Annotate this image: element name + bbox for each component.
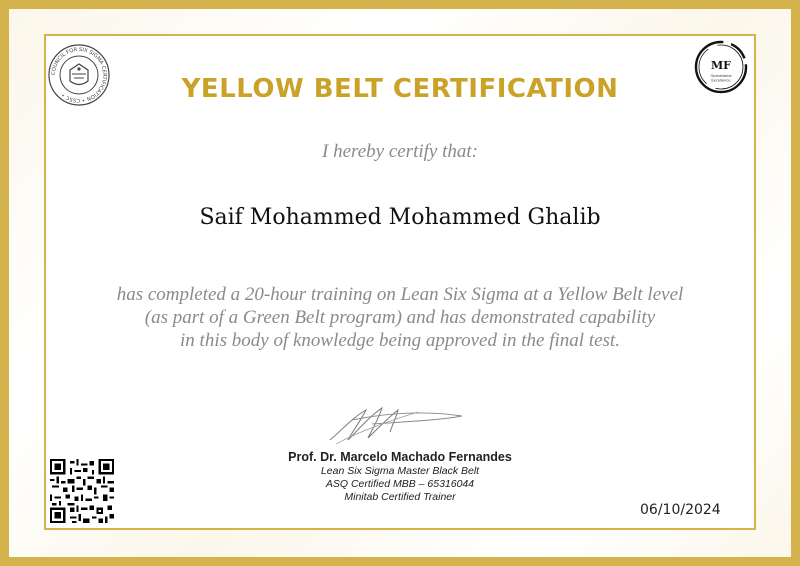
body-line-3: in this body of knowledge being approved in the final test. — [180, 330, 620, 351]
signature-icon — [322, 400, 472, 448]
certificate-title: YELLOW BELT CERTIFICATION — [181, 74, 619, 104]
signatory-name: Prof. Dr. Marcelo Machado Fernandes — [288, 450, 512, 464]
signatory-block — [0, 449, 800, 504]
mf-initials: MF — [711, 59, 731, 72]
qr-code-icon[interactable] — [50, 459, 114, 523]
signatory-credential-1: Lean Six Sigma Master Black Belt — [320, 465, 480, 477]
body-line-1: has completed a 20-hour training on Lean Six Sigma at a Yellow Belt level — [116, 284, 684, 305]
mf-tagline-1: Operational — [710, 74, 732, 78]
certificate-date: 06/10/2024 — [640, 502, 721, 518]
body-line-2: (as part of a Green Belt program) and has demonstrated capability — [144, 307, 656, 328]
certify-line: I hereby certify that: — [322, 141, 478, 162]
signatory-credential-3: Minitab Certified Trainer — [344, 491, 456, 503]
signatory-credential-2: ASQ Certified MBB – 65316044 — [325, 478, 475, 490]
certificate-body — [60, 283, 740, 352]
recipient-name: Saif Mohammed Mohammed Ghalib — [199, 205, 601, 230]
seal-text: COUNCIL FOR SIX SIGMA CERTIFICATION • CSSC • — [50, 46, 108, 104]
mf-tagline-2: Excellence — [711, 78, 731, 83]
